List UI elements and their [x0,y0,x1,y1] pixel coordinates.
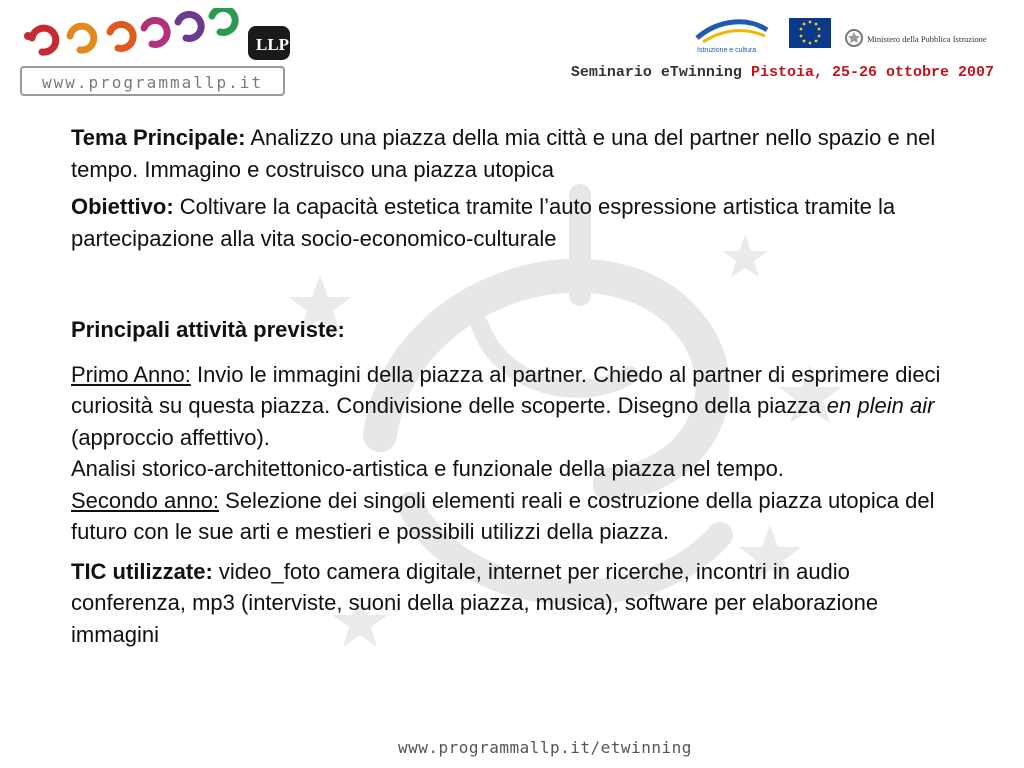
obiettivo-text: Coltivare la capacità estetica tramite l’auto espressione artistica tramite la partecipazione alla vita socio-economico-culturale [71,194,896,251]
header [0,0,1024,100]
education-culture-logo [697,22,767,54]
primo-anno-text: Invio le immagini della piazza al partner. Chiedo al partner di esprimere dieci curiosità su questa piazza. Condivisione delle scoperte. Disegno della piazza [71,361,941,418]
primo-anno-text-2: (approccio affettivo). [71,424,270,450]
obiettivo-paragraph [71,191,961,254]
primo-anno-label: Primo Anno: [71,361,191,387]
attivita-paragraph [71,359,961,548]
footer-url[interactable]: www.programmallp.it/etwinning [398,738,692,757]
secondo-anno-label: Secondo anno: [71,487,220,513]
analisi-text: Analisi storico-architettonico-artistica e funzionale della piazza nel tempo. [71,456,784,481]
llp-badge: LLP [256,35,290,54]
en-plein-air-text: en plein air [826,393,935,418]
obiettivo-label: Obiettivo: [71,194,174,219]
education-culture-caption: Istruzione e cultura [697,47,757,54]
ministry-emblem-icon [846,30,862,46]
eu-flag-icon [789,18,831,48]
tema-text: Analizzo una piazza della mia città e una del partner nello spazio e nel tempo. Immagino e costruisco una piazza utopica [71,125,936,182]
tic-text: video_foto camera digitale, internet per ricerche, incontri in audio conferenza, mp3 (interviste, suoni della piazza, musica), software per elaborazione immagini [71,558,879,647]
attivita-heading: Principali attività previste: [71,317,345,342]
ministry-label: Ministero della Pubblica Istruzione [867,34,987,44]
tema-label: Tema Principale: [71,125,246,150]
tema-principale-paragraph [71,122,961,185]
tic-label: TIC utilizzate: [71,558,213,584]
logo-url: www.programmallp.it [20,66,285,96]
seminar-prefix: Seminario eTwinning [570,64,742,81]
seminar-location-date: Pistoia, 25-26 ottobre 2007 [750,64,994,81]
tic-paragraph [71,556,961,651]
slide-content [71,122,961,650]
programma-llp-logo[interactable] [18,8,298,98]
seminar-title [571,64,994,81]
secondo-anno-text: Selezione dei singoli elementi reali e costruzione della piazza utopica del futuro con le sue arti e mestieri e possibili utilizzi della piazza. [71,487,935,544]
partner-logos [695,12,1020,57]
